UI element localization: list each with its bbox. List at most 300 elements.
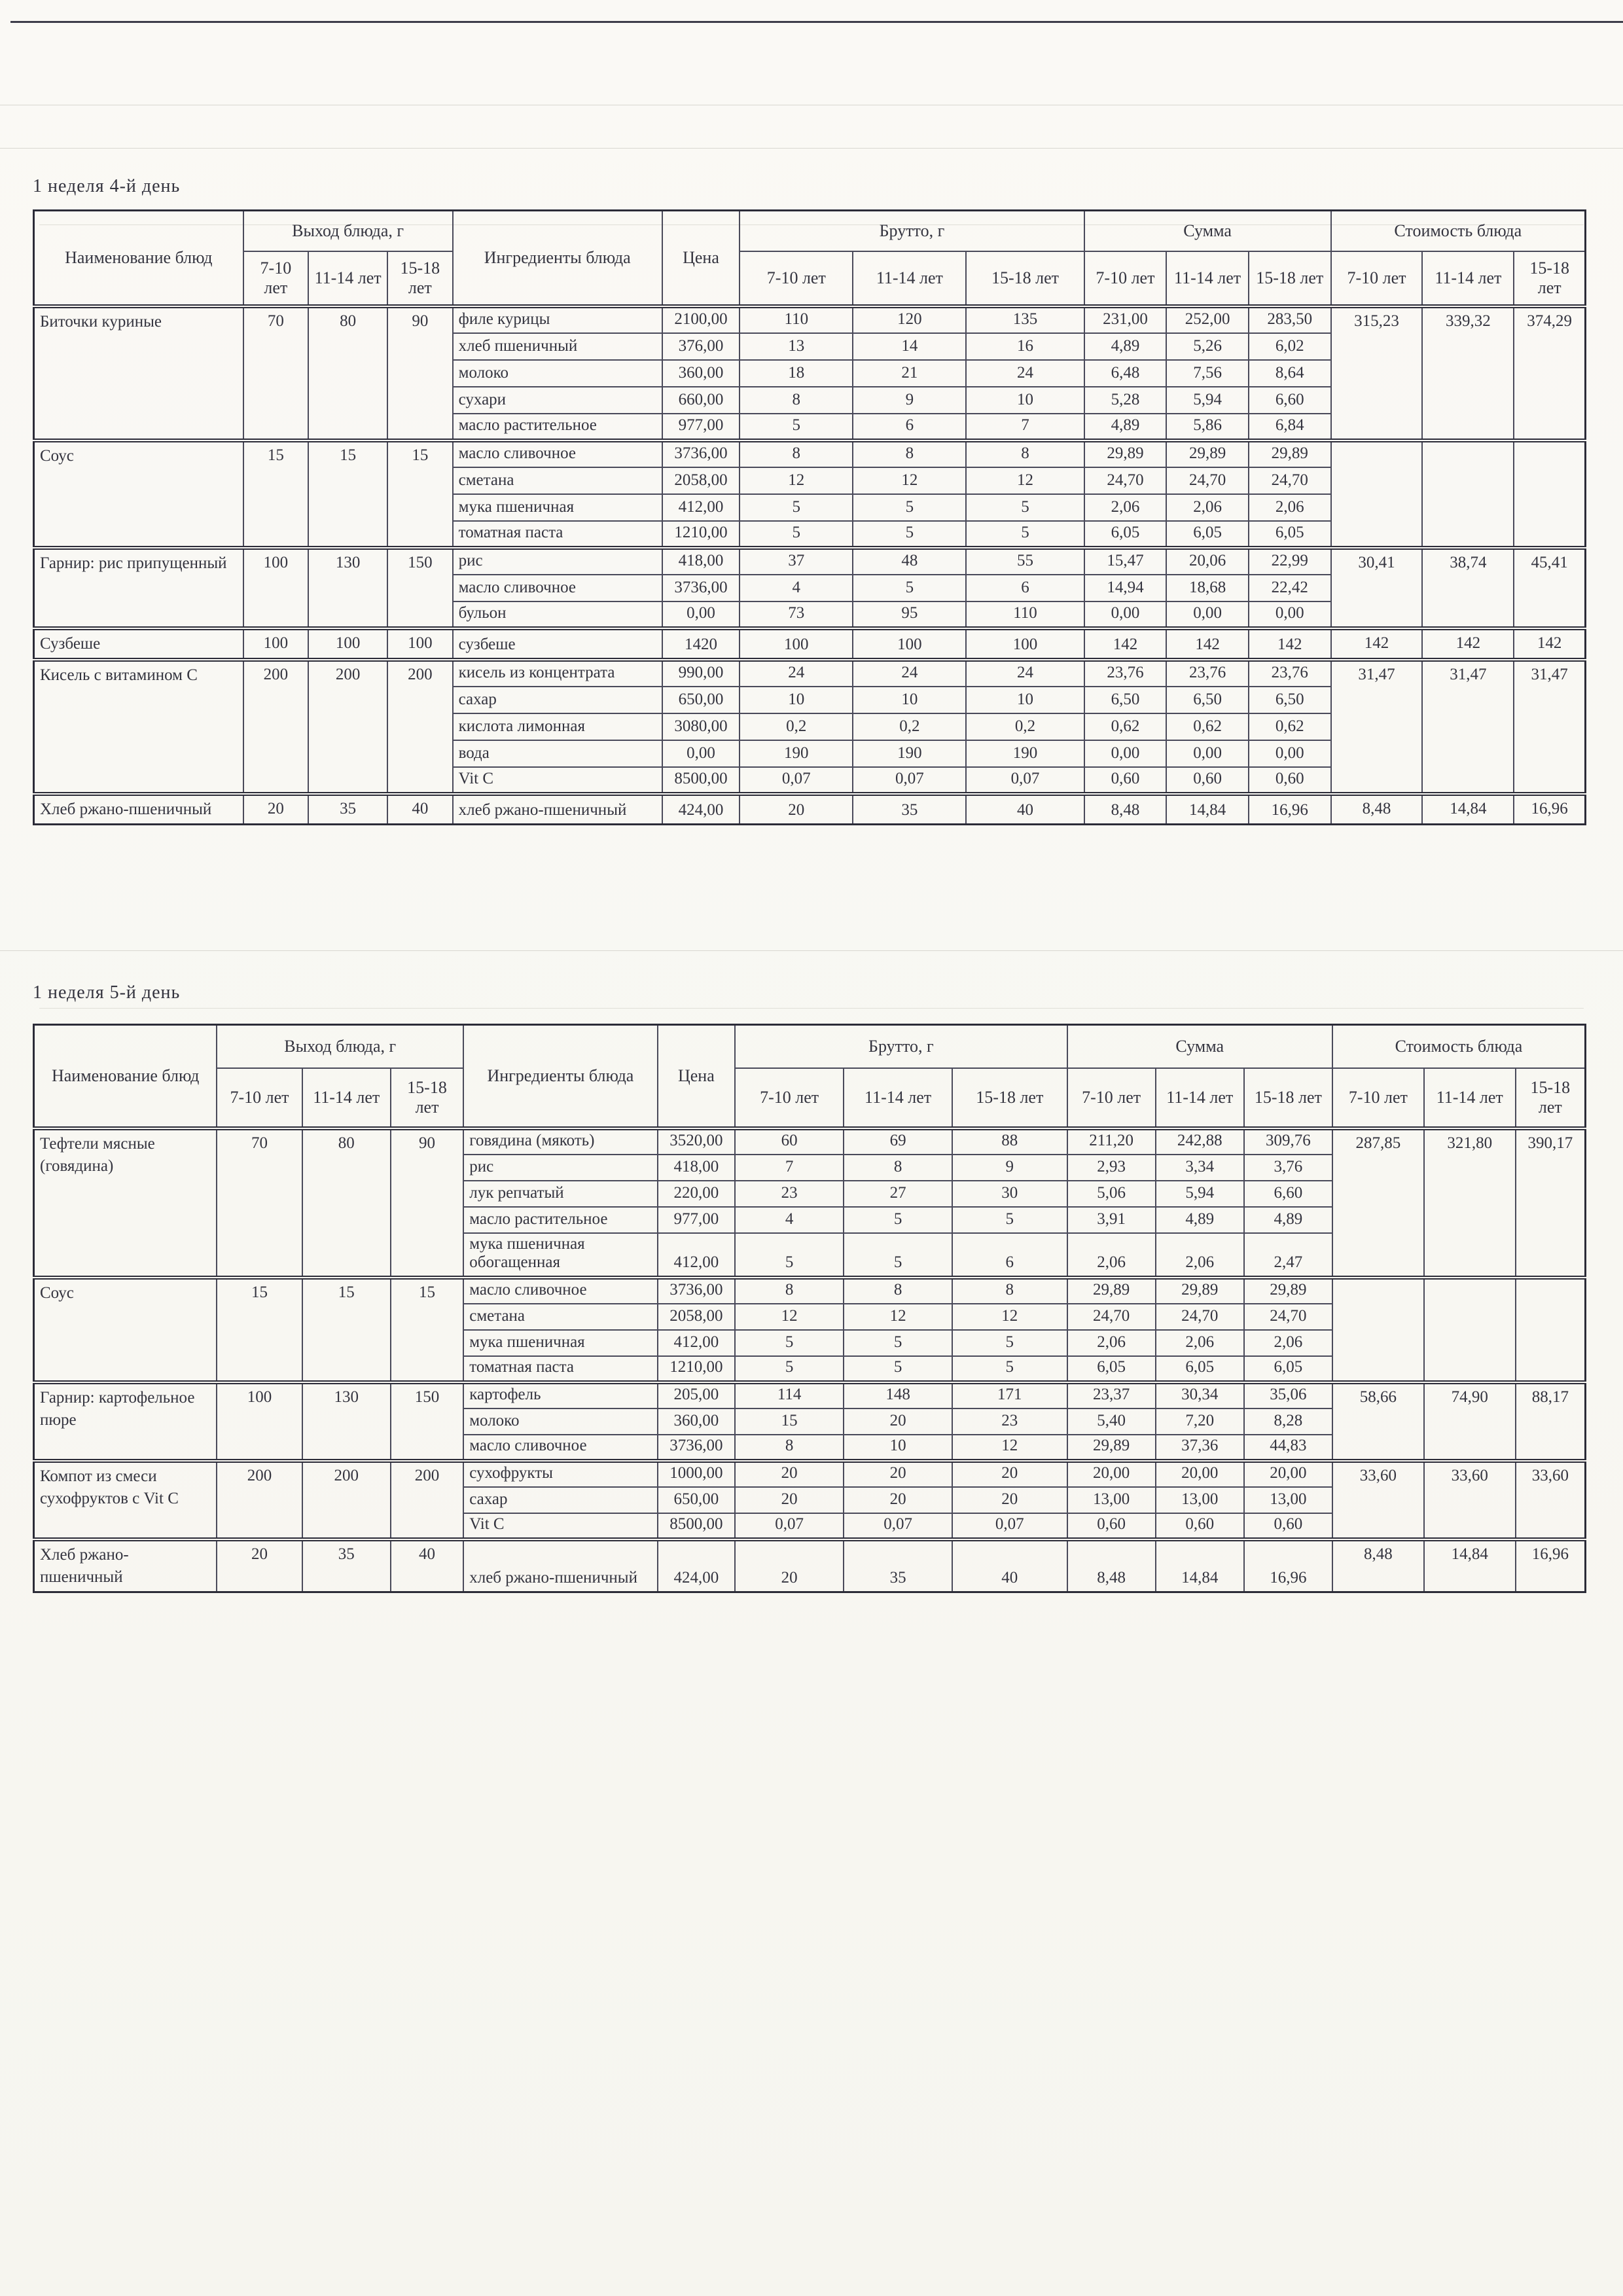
header-age-cost: 15-18 лет xyxy=(1514,251,1585,306)
sum-cell: 4,89 xyxy=(1244,1207,1332,1233)
sum-cell: 2,47 xyxy=(1244,1233,1332,1278)
ingredient-cell: рис xyxy=(453,548,662,575)
sum-cell: 15,47 xyxy=(1084,548,1167,575)
sum-cell: 2,06 xyxy=(1249,494,1331,521)
brutto-cell: 8 xyxy=(966,440,1084,467)
header-age-output: 11-14 лет xyxy=(302,1068,391,1128)
scan-artifact-top-rule xyxy=(10,21,1623,23)
output-weight-cell: 15 xyxy=(302,1278,391,1382)
dish-name-cell: Тефтели мясные (говядина) xyxy=(34,1128,217,1278)
sum-cell: 2,06 xyxy=(1067,1330,1156,1356)
output-weight-cell: 80 xyxy=(302,1128,391,1278)
output-weight-cell: 200 xyxy=(308,660,387,794)
brutto-cell: 5 xyxy=(853,494,966,521)
price-cell: 8500,00 xyxy=(662,767,740,794)
menu-cost-table-day4 xyxy=(33,209,1586,825)
sum-cell: 2,93 xyxy=(1067,1155,1156,1181)
header-cost-group: Стоимость блюда xyxy=(1332,1025,1586,1068)
price-cell: 650,00 xyxy=(658,1487,736,1513)
ingredient-cell: томатная паста xyxy=(463,1356,657,1382)
header-age-cost: 11-14 лет xyxy=(1424,1068,1516,1128)
brutto-cell: 12 xyxy=(952,1435,1067,1461)
brutto-cell: 23 xyxy=(952,1408,1067,1435)
brutto-cell: 8 xyxy=(844,1155,952,1181)
sum-cell: 24,70 xyxy=(1156,1304,1244,1330)
brutto-cell: 20 xyxy=(952,1461,1067,1487)
header-age-output: 7-10 лет xyxy=(243,251,309,306)
menu-cost-table-day5 xyxy=(33,1024,1586,1593)
output-weight-cell: 15 xyxy=(391,1278,463,1382)
brutto-cell: 24 xyxy=(966,660,1084,687)
brutto-cell: 40 xyxy=(966,794,1084,825)
brutto-cell: 5 xyxy=(966,494,1084,521)
dish-cost-cell xyxy=(1516,1278,1586,1382)
brutto-cell: 0,2 xyxy=(853,713,966,740)
output-weight-cell: 70 xyxy=(243,306,309,440)
header-sum-group: Сумма xyxy=(1084,211,1331,251)
dish-name-cell: Соус xyxy=(34,1278,217,1382)
price-cell: 3080,00 xyxy=(662,713,740,740)
dish-cost-cell: 33,60 xyxy=(1516,1461,1586,1539)
table-row xyxy=(34,1382,1586,1408)
header-ingredients: Ингредиенты блюда xyxy=(463,1025,657,1128)
output-weight-cell: 90 xyxy=(387,306,453,440)
header-age-sum: 7-10 лет xyxy=(1067,1068,1156,1128)
sum-cell: 8,64 xyxy=(1249,360,1331,387)
dish-cost-cell: 339,32 xyxy=(1422,306,1514,440)
sum-cell: 6,05 xyxy=(1084,521,1167,548)
table-row xyxy=(34,548,1586,575)
table-row xyxy=(34,1461,1586,1487)
brutto-cell: 0,07 xyxy=(735,1513,844,1539)
output-weight-cell: 40 xyxy=(391,1539,463,1592)
sum-cell: 5,26 xyxy=(1166,333,1249,360)
brutto-cell: 12 xyxy=(735,1304,844,1330)
header-age-sum: 15-18 лет xyxy=(1244,1068,1332,1128)
price-cell: 3736,00 xyxy=(658,1278,736,1304)
brutto-cell: 24 xyxy=(853,660,966,687)
brutto-cell: 190 xyxy=(966,740,1084,767)
sum-cell: 29,89 xyxy=(1249,440,1331,467)
table-row xyxy=(34,628,1586,660)
output-weight-cell: 80 xyxy=(308,306,387,440)
sum-cell: 2,06 xyxy=(1084,494,1167,521)
sum-cell: 142 xyxy=(1166,628,1249,660)
brutto-cell: 190 xyxy=(853,740,966,767)
ingredient-cell: филе курицы xyxy=(453,306,662,333)
section-title-day4: 1 неделя 4-й день xyxy=(33,176,181,196)
price-cell: 376,00 xyxy=(662,333,740,360)
price-cell: 412,00 xyxy=(658,1330,736,1356)
dish-name-cell: Хлеб ржано-пшеничный xyxy=(34,794,243,825)
ingredient-cell: сметана xyxy=(463,1304,657,1330)
ingredient-cell: масло сливочное xyxy=(453,575,662,601)
dish-cost-cell: 31,47 xyxy=(1331,660,1423,794)
dish-cost-cell: 16,96 xyxy=(1516,1539,1586,1592)
dish-cost-cell: 30,41 xyxy=(1331,548,1423,628)
ingredient-cell: масло сливочное xyxy=(463,1435,657,1461)
header-age-sum: 15-18 лет xyxy=(1249,251,1331,306)
output-weight-cell: 100 xyxy=(243,628,309,660)
table-row xyxy=(34,794,1586,825)
price-cell: 412,00 xyxy=(662,494,740,521)
menu-day4-section xyxy=(33,175,1586,825)
brutto-cell: 21 xyxy=(853,360,966,387)
brutto-cell: 35 xyxy=(844,1539,952,1592)
ingredient-cell: сахар xyxy=(453,687,662,713)
price-cell: 0,00 xyxy=(662,740,740,767)
brutto-cell: 24 xyxy=(740,660,853,687)
header-output-group: Выход блюда, г xyxy=(217,1025,463,1068)
ingredient-cell: молоко xyxy=(453,360,662,387)
header-brutto-group: Брутто, г xyxy=(740,211,1084,251)
dish-name-cell: Компот из смеси сухофруктов с Vit C xyxy=(34,1461,217,1539)
output-weight-cell: 200 xyxy=(302,1461,391,1539)
header-age-sum: 11-14 лет xyxy=(1156,1068,1244,1128)
sum-cell: 29,89 xyxy=(1166,440,1249,467)
brutto-cell: 0,07 xyxy=(952,1513,1067,1539)
ingredient-cell: бульон xyxy=(453,601,662,628)
price-cell: 660,00 xyxy=(662,387,740,414)
ingredient-cell: масло растительное xyxy=(463,1207,657,1233)
brutto-cell: 8 xyxy=(844,1278,952,1304)
ingredient-cell: кисель из концентрата xyxy=(453,660,662,687)
dish-cost-cell: 58,66 xyxy=(1332,1382,1424,1461)
scan-ghost-line xyxy=(0,148,1623,149)
brutto-cell: 0,2 xyxy=(966,713,1084,740)
dish-cost-cell: 142 xyxy=(1514,628,1585,660)
brutto-cell: 148 xyxy=(844,1382,952,1408)
brutto-cell: 5 xyxy=(844,1330,952,1356)
header-age-output: 15-18 лет xyxy=(391,1068,463,1128)
brutto-cell: 55 xyxy=(966,548,1084,575)
sum-cell: 13,00 xyxy=(1244,1487,1332,1513)
sum-cell: 29,89 xyxy=(1067,1435,1156,1461)
brutto-cell: 5 xyxy=(853,575,966,601)
brutto-cell: 10 xyxy=(853,687,966,713)
sum-cell: 6,60 xyxy=(1244,1181,1332,1207)
sum-cell: 18,68 xyxy=(1166,575,1249,601)
header-ingredients: Ингредиенты блюда xyxy=(453,211,662,306)
sum-cell: 22,99 xyxy=(1249,548,1331,575)
table-row xyxy=(34,306,1586,333)
sum-cell: 35,06 xyxy=(1244,1382,1332,1408)
price-cell: 1420 xyxy=(662,628,740,660)
sum-cell: 29,89 xyxy=(1156,1278,1244,1304)
sum-cell: 8,48 xyxy=(1067,1539,1156,1592)
sum-cell: 24,70 xyxy=(1244,1304,1332,1330)
ingredient-cell: сухари xyxy=(453,387,662,414)
sum-cell: 231,00 xyxy=(1084,306,1167,333)
dish-cost-cell: 45,41 xyxy=(1514,548,1585,628)
price-cell: 412,00 xyxy=(658,1233,736,1278)
price-cell: 360,00 xyxy=(662,360,740,387)
brutto-cell: 5 xyxy=(966,521,1084,548)
brutto-cell: 114 xyxy=(735,1382,844,1408)
sum-cell: 4,89 xyxy=(1084,333,1167,360)
sum-cell: 7,56 xyxy=(1166,360,1249,387)
ingredient-cell: хлеб пшеничный xyxy=(453,333,662,360)
sum-cell: 13,00 xyxy=(1156,1487,1244,1513)
brutto-cell: 5 xyxy=(844,1207,952,1233)
sum-cell: 6,05 xyxy=(1067,1356,1156,1382)
header-dish-name: Наименование блюд xyxy=(34,1025,217,1128)
price-cell: 1210,00 xyxy=(658,1356,736,1382)
table-row xyxy=(34,440,1586,467)
brutto-cell: 48 xyxy=(853,548,966,575)
sum-cell: 30,34 xyxy=(1156,1382,1244,1408)
brutto-cell: 12 xyxy=(853,467,966,494)
price-cell: 977,00 xyxy=(658,1207,736,1233)
sum-cell: 4,89 xyxy=(1156,1207,1244,1233)
brutto-cell: 190 xyxy=(740,740,853,767)
dish-cost-cell: 38,74 xyxy=(1422,548,1514,628)
sum-cell: 8,28 xyxy=(1244,1408,1332,1435)
ingredient-cell: молоко xyxy=(463,1408,657,1435)
sum-cell: 6,05 xyxy=(1166,521,1249,548)
price-cell: 2058,00 xyxy=(662,467,740,494)
sum-cell: 0,60 xyxy=(1166,767,1249,794)
dish-name-cell: Кисель с витамином С xyxy=(34,660,243,794)
sum-cell: 2,06 xyxy=(1156,1330,1244,1356)
price-cell: 3736,00 xyxy=(662,575,740,601)
price-cell: 205,00 xyxy=(658,1382,736,1408)
menu-day5-section xyxy=(33,982,1586,1593)
table-row xyxy=(34,1539,1586,1592)
sum-cell: 24,70 xyxy=(1249,467,1331,494)
header-sum-group: Сумма xyxy=(1067,1025,1332,1068)
header-price: Цена xyxy=(662,211,740,306)
sum-cell: 6,50 xyxy=(1084,687,1167,713)
sum-cell: 242,88 xyxy=(1156,1128,1244,1155)
sum-cell: 20,00 xyxy=(1244,1461,1332,1487)
header-age-output: 11-14 лет xyxy=(308,251,387,306)
brutto-cell: 5 xyxy=(844,1356,952,1382)
brutto-cell: 35 xyxy=(853,794,966,825)
brutto-cell: 60 xyxy=(735,1128,844,1155)
dish-cost-cell xyxy=(1331,440,1423,548)
dish-cost-cell: 8,48 xyxy=(1332,1539,1424,1592)
sum-cell: 6,50 xyxy=(1166,687,1249,713)
sum-cell: 2,06 xyxy=(1156,1233,1244,1278)
dish-cost-cell: 14,84 xyxy=(1424,1539,1516,1592)
brutto-cell: 20 xyxy=(952,1487,1067,1513)
dish-name-cell: Гарнир: рис припущенный xyxy=(34,548,243,628)
brutto-cell: 9 xyxy=(952,1155,1067,1181)
dish-name-cell: Гарнир: картофельное пюре xyxy=(34,1382,217,1461)
dish-cost-cell: 16,96 xyxy=(1514,794,1585,825)
brutto-cell: 110 xyxy=(966,601,1084,628)
sum-cell: 23,76 xyxy=(1249,660,1331,687)
brutto-cell: 5 xyxy=(735,1330,844,1356)
brutto-cell: 16 xyxy=(966,333,1084,360)
output-weight-cell: 200 xyxy=(387,660,453,794)
brutto-cell: 20 xyxy=(735,1461,844,1487)
ingredient-cell: сметана xyxy=(453,467,662,494)
ingredient-cell: мука пшеничная обогащенная xyxy=(463,1233,657,1278)
brutto-cell: 12 xyxy=(740,467,853,494)
sum-cell: 309,76 xyxy=(1244,1128,1332,1155)
brutto-cell: 0,07 xyxy=(966,767,1084,794)
dish-cost-cell: 142 xyxy=(1331,628,1423,660)
header-age-cost: 7-10 лет xyxy=(1332,1068,1424,1128)
brutto-cell: 110 xyxy=(740,306,853,333)
brutto-cell: 10 xyxy=(966,687,1084,713)
brutto-cell: 0,2 xyxy=(740,713,853,740)
sum-cell: 5,86 xyxy=(1166,414,1249,440)
sum-cell: 5,06 xyxy=(1067,1181,1156,1207)
price-cell: 8500,00 xyxy=(658,1513,736,1539)
header-age-brutto: 15-18 лет xyxy=(966,251,1084,306)
sum-cell: 0,00 xyxy=(1166,740,1249,767)
sum-cell: 0,00 xyxy=(1249,740,1331,767)
sum-cell: 0,62 xyxy=(1166,713,1249,740)
header-cost-group: Стоимость блюда xyxy=(1331,211,1586,251)
header-age-cost: 15-18 лет xyxy=(1516,1068,1586,1128)
sum-cell: 0,00 xyxy=(1084,740,1167,767)
sum-cell: 2,06 xyxy=(1067,1233,1156,1278)
dish-cost-cell: 287,85 xyxy=(1332,1128,1424,1278)
output-weight-cell: 100 xyxy=(217,1382,302,1461)
price-cell: 3736,00 xyxy=(662,440,740,467)
output-weight-cell: 200 xyxy=(243,660,309,794)
price-cell: 3736,00 xyxy=(658,1435,736,1461)
header-age-output: 15-18 лет xyxy=(387,251,453,306)
output-weight-cell: 15 xyxy=(387,440,453,548)
brutto-cell: 171 xyxy=(952,1382,1067,1408)
sum-cell: 6,05 xyxy=(1249,521,1331,548)
dish-name-cell: Сузбеше xyxy=(34,628,243,660)
brutto-cell: 4 xyxy=(735,1207,844,1233)
brutto-cell: 15 xyxy=(735,1408,844,1435)
brutto-cell: 120 xyxy=(853,306,966,333)
sum-cell: 20,00 xyxy=(1156,1461,1244,1487)
output-weight-cell: 150 xyxy=(391,1382,463,1461)
header-age-brutto: 15-18 лет xyxy=(952,1068,1067,1128)
brutto-cell: 18 xyxy=(740,360,853,387)
header-age-output: 7-10 лет xyxy=(217,1068,302,1128)
brutto-cell: 20 xyxy=(844,1461,952,1487)
brutto-cell: 20 xyxy=(844,1487,952,1513)
dish-cost-cell xyxy=(1424,1278,1516,1382)
ingredient-cell: мука пшеничная xyxy=(463,1330,657,1356)
dish-cost-cell: 33,60 xyxy=(1332,1461,1424,1539)
sum-cell: 6,05 xyxy=(1156,1356,1244,1382)
brutto-cell: 8 xyxy=(740,440,853,467)
brutto-cell: 6 xyxy=(966,575,1084,601)
sum-cell: 8,48 xyxy=(1084,794,1167,825)
header-brutto-group: Брутто, г xyxy=(735,1025,1067,1068)
sum-cell: 142 xyxy=(1249,628,1331,660)
scan-ghost-line xyxy=(0,950,1623,951)
sum-cell: 6,60 xyxy=(1249,387,1331,414)
price-cell: 360,00 xyxy=(658,1408,736,1435)
sum-cell: 7,20 xyxy=(1156,1408,1244,1435)
dish-cost-cell: 315,23 xyxy=(1331,306,1423,440)
brutto-cell: 8 xyxy=(740,387,853,414)
brutto-cell: 7 xyxy=(735,1155,844,1181)
section-title-day5: 1 неделя 5-й день xyxy=(33,982,181,1003)
header-age-brutto: 7-10 лет xyxy=(740,251,853,306)
brutto-cell: 8 xyxy=(853,440,966,467)
brutto-cell: 5 xyxy=(952,1207,1067,1233)
sum-cell: 5,94 xyxy=(1166,387,1249,414)
sum-cell: 6,48 xyxy=(1084,360,1167,387)
brutto-cell: 20 xyxy=(735,1487,844,1513)
dish-cost-cell: 88,17 xyxy=(1516,1382,1586,1461)
brutto-cell: 20 xyxy=(844,1408,952,1435)
brutto-cell: 10 xyxy=(966,387,1084,414)
brutto-cell: 135 xyxy=(966,306,1084,333)
output-weight-cell: 130 xyxy=(308,548,387,628)
sum-cell: 29,89 xyxy=(1067,1278,1156,1304)
sum-cell: 20,06 xyxy=(1166,548,1249,575)
sum-cell: 24,70 xyxy=(1166,467,1249,494)
brutto-cell: 5 xyxy=(740,494,853,521)
sum-cell: 0,00 xyxy=(1249,601,1331,628)
sum-cell: 23,37 xyxy=(1067,1382,1156,1408)
ingredient-cell: Vit C xyxy=(463,1513,657,1539)
ingredient-cell: хлеб ржано-пшеничный xyxy=(463,1539,657,1592)
brutto-cell: 100 xyxy=(740,628,853,660)
sum-cell: 23,76 xyxy=(1084,660,1167,687)
sum-cell: 0,60 xyxy=(1084,767,1167,794)
sum-cell: 5,28 xyxy=(1084,387,1167,414)
sum-cell: 14,84 xyxy=(1166,794,1249,825)
sum-cell: 2,06 xyxy=(1166,494,1249,521)
sum-cell: 211,20 xyxy=(1067,1128,1156,1155)
dish-cost-cell: 14,84 xyxy=(1422,794,1514,825)
ingredient-cell: сухофрукты xyxy=(463,1461,657,1487)
header-age-brutto: 11-14 лет xyxy=(844,1068,952,1128)
ingredient-cell: сахар xyxy=(463,1487,657,1513)
price-cell: 990,00 xyxy=(662,660,740,687)
dish-cost-cell: 321,80 xyxy=(1424,1128,1516,1278)
brutto-cell: 9 xyxy=(853,387,966,414)
brutto-cell: 5 xyxy=(735,1233,844,1278)
dish-cost-cell: 390,17 xyxy=(1516,1128,1586,1278)
brutto-cell: 5 xyxy=(740,521,853,548)
dish-cost-cell: 31,47 xyxy=(1422,660,1514,794)
sum-cell: 23,76 xyxy=(1166,660,1249,687)
price-cell: 977,00 xyxy=(662,414,740,440)
brutto-cell: 6 xyxy=(952,1233,1067,1278)
brutto-cell: 0,07 xyxy=(740,767,853,794)
brutto-cell: 30 xyxy=(952,1181,1067,1207)
sum-cell: 13,00 xyxy=(1067,1487,1156,1513)
price-cell: 1210,00 xyxy=(662,521,740,548)
brutto-cell: 0,07 xyxy=(853,767,966,794)
sum-cell: 283,50 xyxy=(1249,306,1331,333)
sum-cell: 142 xyxy=(1084,628,1167,660)
brutto-cell: 100 xyxy=(853,628,966,660)
output-weight-cell: 150 xyxy=(387,548,453,628)
ingredient-cell: масло сливочное xyxy=(463,1278,657,1304)
brutto-cell: 23 xyxy=(735,1181,844,1207)
sum-cell: 0,62 xyxy=(1084,713,1167,740)
dish-cost-cell: 142 xyxy=(1422,628,1514,660)
table-row xyxy=(34,660,1586,687)
brutto-cell: 13 xyxy=(740,333,853,360)
ingredient-cell: мука пшеничная xyxy=(453,494,662,521)
output-weight-cell: 100 xyxy=(308,628,387,660)
sum-cell: 0,60 xyxy=(1249,767,1331,794)
dish-cost-cell: 374,29 xyxy=(1514,306,1585,440)
brutto-cell: 20 xyxy=(735,1539,844,1592)
price-cell: 3520,00 xyxy=(658,1128,736,1155)
brutto-cell: 12 xyxy=(844,1304,952,1330)
sum-cell: 16,96 xyxy=(1249,794,1331,825)
